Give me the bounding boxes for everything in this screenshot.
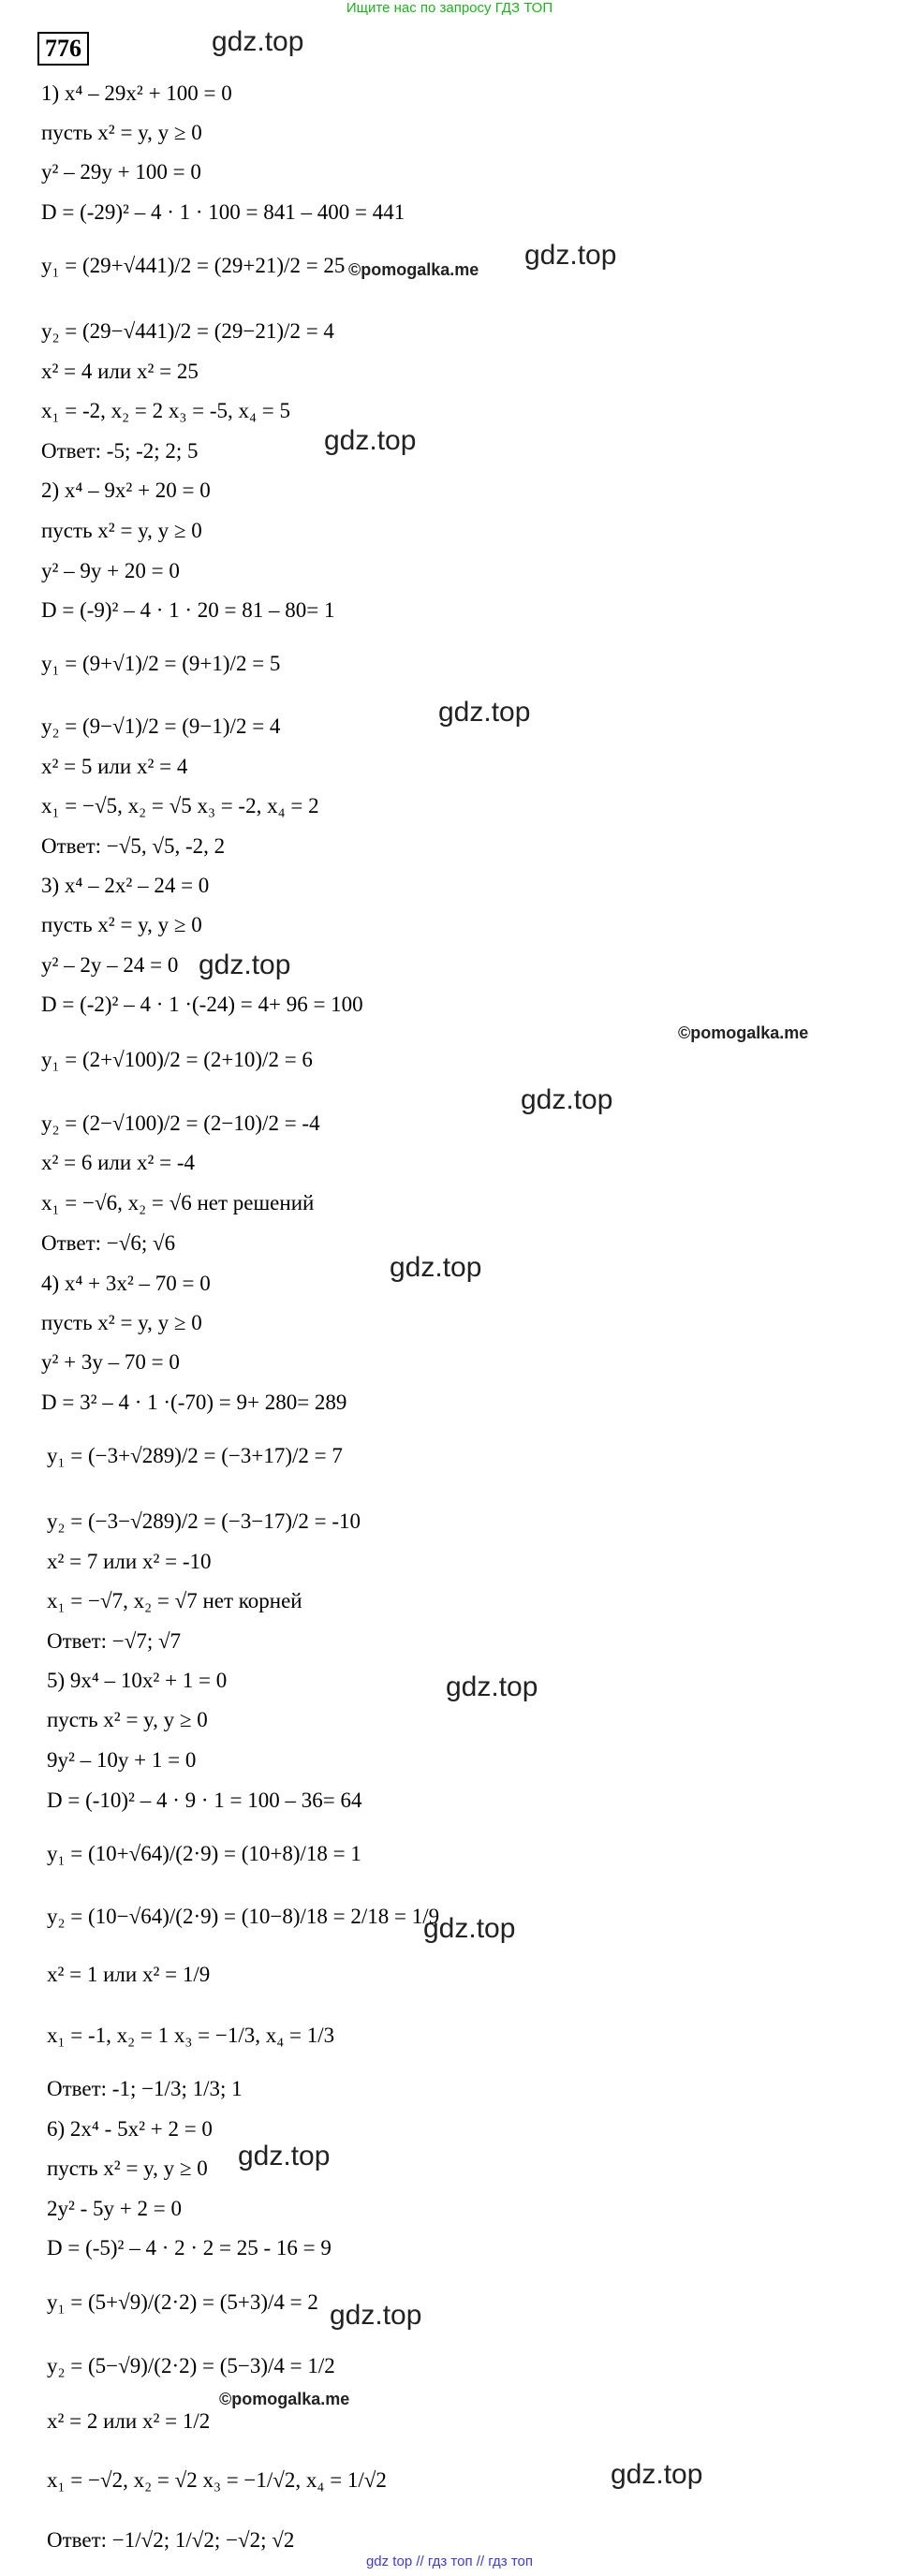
gdz-watermark: gdz.top bbox=[423, 1913, 516, 1944]
solution-line: x² = 6 или x² = -4 bbox=[41, 1151, 195, 1174]
solution-line: y₂ = (5−√9)/(2·2) = (5−3)/4 = 1/2 bbox=[47, 2354, 335, 2377]
gdz-watermark: gdz.top bbox=[611, 2459, 703, 2490]
footer-links: gdz top // гдз топ // гдз топ bbox=[365, 2554, 534, 2569]
top-banner: Ищите нас по запросу ГДЗ ТОП bbox=[346, 0, 553, 16]
solution-line: 1) x⁴ – 29x² + 100 = 0 bbox=[41, 81, 232, 105]
solution-line: 2) x⁴ – 9x² + 20 = 0 bbox=[41, 478, 211, 502]
solution-line: 9y² – 10y + 1 = 0 bbox=[47, 1748, 197, 1772]
solution-line: Ответ: -5; -2; 2; 5 bbox=[41, 439, 199, 463]
copyright-mark: ©pomogalka.me bbox=[348, 260, 479, 279]
gdz-watermark: gdz.top bbox=[446, 1671, 538, 1702]
solution-line: D = (-2)² – 4 · 1 ·(-24) = 4+ 96 = 100 bbox=[41, 993, 363, 1016]
solution-line: 6) 2x⁴ - 5x² + 2 = 0 bbox=[47, 2117, 213, 2141]
solution-line: y₂ = (29−√441)/2 = (29−21)/2 = 4 bbox=[41, 319, 334, 343]
solution-line: y₂ = (−3−√289)/2 = (−3−17)/2 = -10 bbox=[47, 1509, 361, 1533]
solution-line: x₁ = −√2, x₂ = √2 x₃ = −1/√2, x₄ = 1/√2 bbox=[47, 2468, 387, 2492]
solution-line: y₁ = (29+√441)/2 = (29+21)/2 = 25 bbox=[41, 254, 346, 277]
gdz-watermark: gdz.top bbox=[438, 697, 531, 728]
solution-line: D = (-5)² – 4 · 2 · 2 = 25 - 16 = 9 bbox=[47, 2236, 332, 2260]
solution-line: x² = 4 или x² = 25 bbox=[41, 360, 199, 383]
gdz-watermark: gdz.top bbox=[199, 949, 291, 980]
solution-line: y² – 2y – 24 = 0 bbox=[41, 953, 179, 977]
solution-line: пусть x² = y, y ≥ 0 bbox=[47, 1708, 208, 1731]
solution-line: D = (-10)² – 4 · 9 · 1 = 100 – 36= 64 bbox=[47, 1788, 362, 1812]
solution-line: x² = 7 или x² = -10 bbox=[47, 1550, 212, 1573]
solution-line: Ответ: −√5, √5, -2, 2 bbox=[41, 834, 226, 858]
solution-line: x₁ = −√5, x₂ = √5 x₃ = -2, x₄ = 2 bbox=[41, 794, 319, 817]
problem-number: 776 bbox=[37, 32, 89, 66]
solution-line: y₂ = (9−√1)/2 = (9−1)/2 = 4 bbox=[41, 714, 281, 738]
solution-line: x₁ = −√6, x₂ = √6 нет решений bbox=[41, 1191, 315, 1214]
copyright-mark: ©pomogalka.me bbox=[678, 1023, 809, 1042]
solution-line: y² – 9y + 20 = 0 bbox=[41, 559, 180, 582]
solution-line: y² + 3y – 70 = 0 bbox=[41, 1350, 180, 1374]
solution-line: x₁ = −√7, x₂ = √7 нет корней bbox=[47, 1589, 302, 1612]
solution-line: Ответ: −√6; √6 bbox=[41, 1231, 176, 1255]
gdz-watermark: gdz.top bbox=[238, 2141, 331, 2171]
solution-line: Ответ: -1; −1/3; 1/3; 1 bbox=[47, 2077, 243, 2100]
solution-line: y₁ = (2+√100)/2 = (2+10)/2 = 6 bbox=[41, 1048, 313, 1071]
gdz-watermark: gdz.top bbox=[330, 2300, 422, 2331]
solution-line: пусть x² = y, y ≥ 0 bbox=[47, 2156, 208, 2180]
solution-line: y₁ = (−3+√289)/2 = (−3+17)/2 = 7 bbox=[47, 1444, 343, 1467]
solution-line: x² = 5 или x² = 4 bbox=[41, 755, 188, 778]
solution-line: пусть x² = y, y ≥ 0 bbox=[41, 1311, 202, 1334]
solution-line: x₁ = -1, x₂ = 1 x₃ = −1/3, x₄ = 1/3 bbox=[47, 2024, 335, 2047]
solution-line: 2y² - 5y + 2 = 0 bbox=[47, 2197, 182, 2220]
solution-line: 5) 9x⁴ – 10x² + 1 = 0 bbox=[47, 1669, 228, 1692]
solution-line: Ответ: −√7; √7 bbox=[47, 1629, 182, 1653]
solution-line: y₂ = (2−√100)/2 = (2−10)/2 = -4 bbox=[41, 1111, 320, 1135]
solution-line: 3) x⁴ – 2x² – 24 = 0 bbox=[41, 874, 210, 897]
solution-line: x² = 1 или x² = 1/9 bbox=[47, 1963, 211, 1986]
solution-line: y₂ = (10−√64)/(2·9) = (10−8)/18 = 2/18 = 1/9 bbox=[47, 1905, 440, 1928]
gdz-watermark: gdz.top bbox=[521, 1084, 613, 1115]
solution-line: x₁ = -2, x₂ = 2 x₃ = -5, x₄ = 5 bbox=[41, 399, 291, 422]
solution-line: пусть x² = y, y ≥ 0 bbox=[41, 913, 202, 936]
solution-line: D = 3² – 4 · 1 ·(-70) = 9+ 280= 289 bbox=[41, 1391, 347, 1414]
solution-line: 4) x⁴ + 3x² – 70 = 0 bbox=[41, 1272, 211, 1295]
solution-line: y₁ = (5+√9)/(2·2) = (5+3)/4 = 2 bbox=[47, 2290, 318, 2314]
solution-line: y₁ = (10+√64)/(2·9) = (10+8)/18 = 1 bbox=[47, 1842, 361, 1865]
solution-line: D = (-9)² – 4 · 1 · 20 = 81 – 80= 1 bbox=[41, 598, 335, 622]
solution-line: пусть x² = y, y ≥ 0 bbox=[41, 519, 202, 542]
solution-line: x² = 2 или x² = 1/2 bbox=[47, 2409, 211, 2433]
solution-line: D = (-29)² – 4 · 1 · 100 = 841 – 400 = 441 bbox=[41, 200, 405, 224]
solution-line: y² – 29y + 100 = 0 bbox=[41, 160, 201, 184]
gdz-watermark: gdz.top bbox=[524, 240, 617, 271]
gdz-watermark: gdz.top bbox=[324, 425, 417, 456]
gdz-watermark: gdz.top bbox=[390, 1252, 482, 1283]
gdz-watermark: gdz.top bbox=[212, 26, 304, 57]
solution-line: Ответ: −1/√2; 1/√2; −√2; √2 bbox=[47, 2528, 295, 2552]
solution-line: пусть x² = y, y ≥ 0 bbox=[41, 121, 202, 144]
copyright-mark: ©pomogalka.me bbox=[219, 2390, 350, 2408]
solution-line: y₁ = (9+√1)/2 = (9+1)/2 = 5 bbox=[41, 652, 281, 675]
